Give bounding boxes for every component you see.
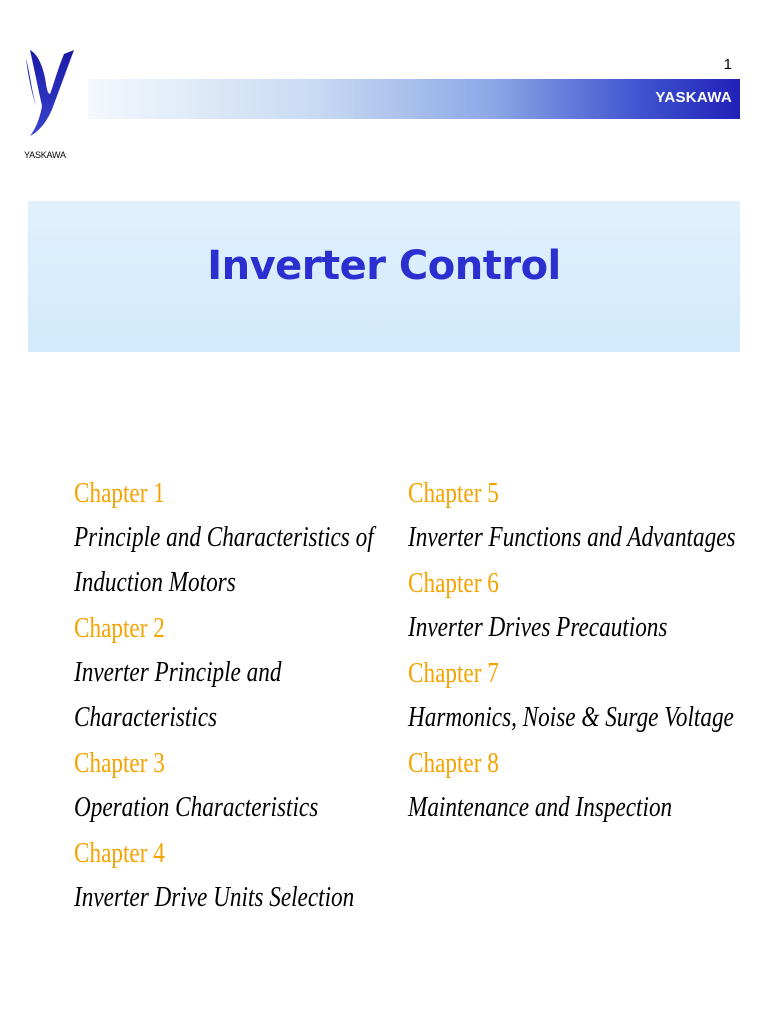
yaskawa-y-logo-icon [24, 44, 76, 144]
chapter-heading: Chapter 3 [74, 747, 165, 779]
chapter-description: Maintenance and Inspection [408, 791, 673, 823]
chapter-item [74, 472, 394, 605]
chapter-heading: Chapter 7 [408, 657, 499, 689]
chapter-item [408, 652, 748, 740]
chapter-heading: Chapter 2 [74, 612, 165, 644]
chapter-heading: Chapter 6 [408, 567, 499, 599]
chapter-description: Inverter Drives Precautions [408, 611, 668, 643]
chapter-heading: Chapter 5 [408, 477, 499, 509]
chapter-item [408, 472, 748, 560]
title-panel [28, 201, 740, 352]
chapter-item [408, 742, 748, 830]
chapter-item [74, 832, 394, 920]
page-number: 1 [723, 56, 732, 73]
chapter-heading: Chapter 4 [74, 837, 165, 869]
chapter-heading: Chapter 1 [74, 477, 165, 509]
yaskawa-logo [24, 44, 76, 164]
chapter-item [74, 742, 394, 830]
header-bar [88, 79, 740, 119]
chapter-description: Principle and Characteristics of Induction Motors [74, 521, 374, 598]
chapter-description: Harmonics, Noise & Surge Voltage [408, 701, 734, 733]
chapter-description: Operation Characteristics [74, 791, 319, 823]
chapter-item [74, 607, 394, 740]
toc-left-column [74, 472, 394, 920]
chapter-heading: Chapter 8 [408, 747, 499, 779]
chapter-item [408, 562, 748, 650]
logo-text: YASKAWA [24, 150, 66, 160]
chapter-description: Inverter Functions and Advantages [408, 521, 736, 553]
header-brand: YASKAWA [655, 89, 732, 106]
chapter-description: Inverter Principle and Characteristics [74, 656, 282, 733]
chapter-description: Inverter Drive Units Selection [74, 881, 355, 913]
page-title: Inverter Control [207, 243, 561, 289]
toc-right-column [408, 472, 748, 830]
